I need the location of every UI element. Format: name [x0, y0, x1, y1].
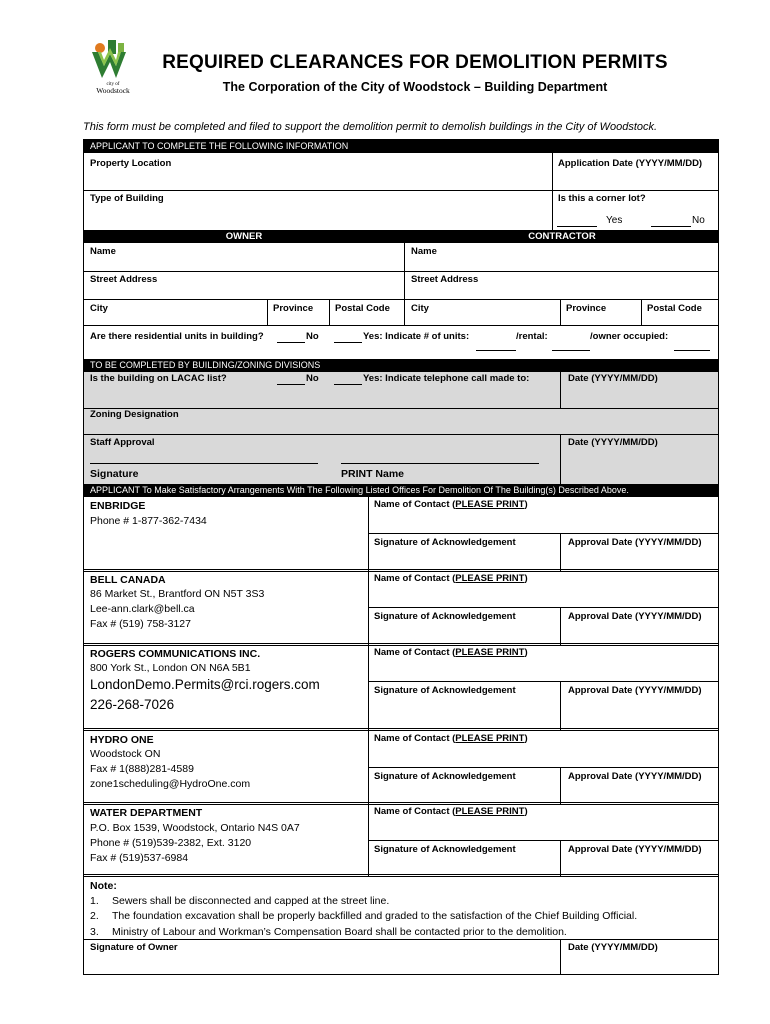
water-fax: Fax # (519)537-6984: [90, 852, 189, 864]
owner-province-label: Province: [273, 303, 314, 314]
water-name: WATER DEPARTMENT: [90, 807, 203, 819]
rogers-name: ROGERS COMMUNICATIONS INC.: [90, 648, 261, 660]
hydro-city: Woodstock ON: [90, 748, 161, 760]
lacac-date-label: Date (YYYY/MM/DD): [568, 373, 658, 384]
residential-no-label: No: [306, 331, 319, 342]
applicant-section-bar: APPLICANT TO COMPLETE THE FOLLOWING INFORMATION: [84, 140, 718, 153]
hydro-sig-ack-label: Signature of Acknowledgement: [374, 771, 516, 782]
note-item-1: 1. Sewers shall be disconnected and capped at the street line.: [90, 895, 390, 907]
staff-signature-line[interactable]: [90, 463, 318, 464]
property-location-label: Property Location: [90, 158, 172, 169]
owner-city-label: City: [90, 303, 108, 314]
contractor-province-label: Province: [566, 303, 607, 314]
rental-count-line[interactable]: [552, 350, 590, 351]
lacac-yes-label: Yes: Indicate telephone call made to:: [363, 373, 530, 384]
bell-sig-ack-label: Signature of Acknowledgement: [374, 611, 516, 622]
hydro-email: zone1scheduling@HydroOne.com: [90, 778, 251, 790]
rogers-phone: 226-268-7026: [90, 697, 175, 712]
type-of-building-label: Type of Building: [90, 193, 164, 204]
zoning-designation-label: Zoning Designation: [90, 409, 179, 420]
enbridge-approval-date-label: Approval Date (YYYY/MM/DD): [568, 537, 702, 548]
building-zoning-bar: TO BE COMPLETED BY BUILDING/ZONING DIVISIONS: [84, 359, 718, 372]
water-sig-ack-label: Signature of Acknowledgement: [374, 844, 516, 855]
contractor-heading: CONTRACTOR: [528, 231, 596, 242]
corner-lot-label: Is this a corner lot?: [558, 193, 646, 204]
contractor-postal-label: Postal Code: [647, 303, 702, 314]
owner-postal-label: Postal Code: [335, 303, 390, 314]
rogers-contact-label: Name of Contact (PLEASE PRINT): [374, 647, 528, 658]
water-address: P.O. Box 1539, Woodstock, Ontario N4S 0A7: [90, 822, 300, 834]
hydro-fax: Fax # 1(888)281-4589: [90, 763, 194, 775]
page-title: REQUIRED CLEARANCES FOR DEMOLITION PERMITS: [162, 52, 668, 73]
staff-approval-label: Staff Approval: [90, 437, 155, 448]
contractor-street-label: Street Address: [411, 274, 479, 285]
owner-name-label: Name: [90, 246, 116, 257]
signature-label: Signature: [90, 468, 139, 480]
enbridge-sig-ack-label: Signature of Acknowledgement: [374, 537, 516, 548]
enbridge-phone: Phone # 1-877-362-7434: [90, 515, 207, 527]
rogers-email: LondonDemo.Permits@rci.rogers.com: [90, 677, 320, 692]
rogers-approval-date-label: Approval Date (YYYY/MM/DD): [568, 685, 702, 696]
owner-occupied-label: /owner occupied:: [590, 331, 669, 342]
note-heading: Note:: [90, 880, 117, 892]
demolition-form: [83, 139, 719, 975]
staff-print-name-line[interactable]: [341, 463, 539, 464]
logo-caption: Woodstock: [96, 86, 130, 95]
bell-contact-label: Name of Contact (PLEASE PRINT): [374, 573, 528, 584]
enbridge-contact-label: Name of Contact (PLEASE PRINT): [374, 499, 528, 510]
rogers-sig-ack-label: Signature of Acknowledgement: [374, 685, 516, 696]
offices-bar: APPLICANT To Make Satisfactory Arrangements With The Following Listed Offices For Demolition Of The Building(s) Described Above.: [84, 484, 718, 497]
water-phone: Phone # (519)539-2382, Ext. 3120: [90, 837, 252, 849]
note-item-2: 2. The foundation excavation shall be properly backfilled and graded to the satisfaction of the Chief Building Official.: [90, 910, 638, 922]
bell-email: Lee-ann.clark@bell.ca: [90, 603, 195, 615]
note-item-3: 3. Ministry of Labour and Workman’s Compensation Board shall be contacted prior to the demolition.: [90, 926, 567, 938]
page-subtitle: The Corporation of the City of Woodstock – Building Department: [222, 80, 608, 94]
bell-address: 86 Market St., Brantford ON N5T 3S3: [90, 588, 265, 600]
hydro-approval-date-label: Approval Date (YYYY/MM/DD): [568, 771, 702, 782]
lacac-no-label: No: [306, 373, 319, 384]
corner-lot-yes-label: Yes: [606, 215, 623, 226]
rogers-address: 800 York St., London ON N6A 5B1: [90, 662, 251, 674]
city-logo: [88, 38, 138, 98]
application-date-label: Application Date (YYYY/MM/DD): [558, 158, 703, 169]
hydro-name: HYDRO ONE: [90, 734, 154, 746]
bell-name: BELL CANADA: [90, 574, 166, 586]
owner-occupied-count-line[interactable]: [674, 350, 710, 351]
residential-units-question: Are there residential units in building?: [90, 331, 264, 342]
residential-yes-line[interactable]: [334, 342, 362, 343]
staff-date-label: Date (YYYY/MM/DD): [568, 437, 658, 448]
logo-caption-top: city of: [106, 82, 120, 87]
corner-lot-yes-line[interactable]: [557, 226, 597, 227]
hydro-contact-label: Name of Contact (PLEASE PRINT): [374, 733, 528, 744]
intro-text: This form must be completed and filed to support the demolition permit to demolish buildings in the City of Woodstock.: [83, 121, 658, 133]
signature-of-owner-label: Signature of Owner: [90, 942, 178, 953]
lacac-no-line[interactable]: [277, 384, 305, 385]
rental-label: /rental:: [516, 331, 548, 342]
water-contact-label: Name of Contact (PLEASE PRINT): [374, 806, 528, 817]
owner-date-label: Date (YYYY/MM/DD): [568, 942, 658, 953]
owner-heading: OWNER: [225, 231, 263, 242]
contractor-city-label: City: [411, 303, 429, 314]
bell-fax: Fax # (519) 758-3127: [90, 618, 191, 630]
residential-no-line[interactable]: [277, 342, 305, 343]
lacac-yes-line[interactable]: [334, 384, 362, 385]
corner-lot-no-label: No: [692, 215, 705, 226]
contractor-name-label: Name: [411, 246, 437, 257]
print-name-label: PRINT Name: [341, 468, 405, 480]
owner-street-label: Street Address: [90, 274, 158, 285]
water-approval-date-label: Approval Date (YYYY/MM/DD): [568, 844, 702, 855]
corner-lot-no-line[interactable]: [651, 226, 691, 227]
lacac-question: Is the building on LACAC list?: [90, 373, 227, 384]
enbridge-name: ENBRIDGE: [90, 500, 146, 512]
residential-yes-label: Yes: Indicate # of units:: [363, 331, 470, 342]
bell-approval-date-label: Approval Date (YYYY/MM/DD): [568, 611, 702, 622]
units-count-line[interactable]: [476, 350, 516, 351]
